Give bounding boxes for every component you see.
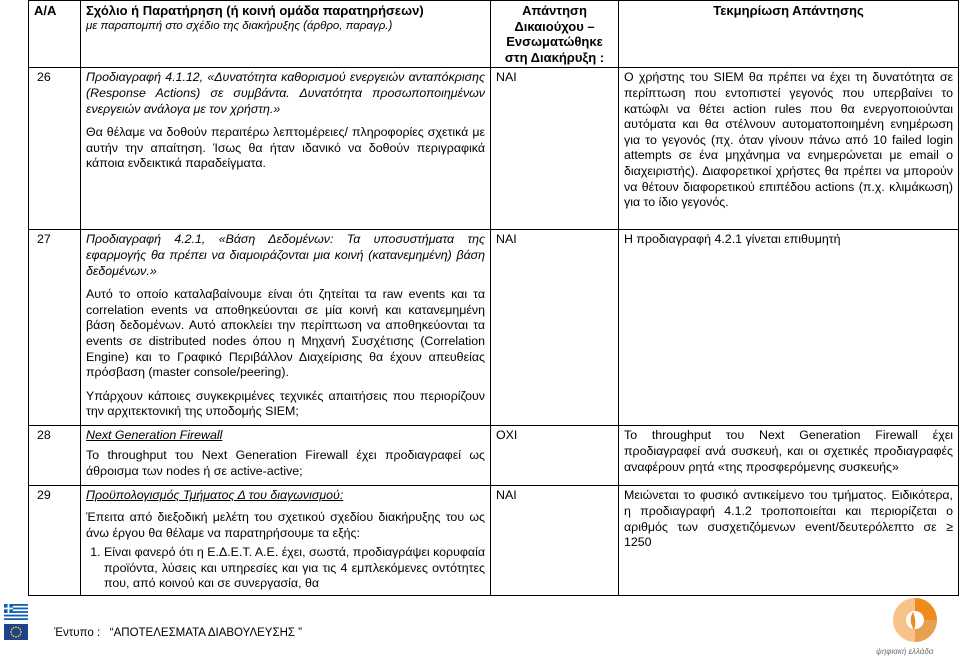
list-item: 1. Είναι φανερό ότι η Ε.Δ.Ε.Τ. Α.Ε. έχει, σωστά, προδιαγράψει κορυφαία προϊόντα, λύσεις και υπηρεσίες και για τις 4 εμπλεκόμενες οντότητες που, από κοινού και σε συνεργασία, θα (104, 545, 485, 592)
row-comment (81, 426, 491, 486)
greater-equal-icon: ≥ (946, 519, 953, 534)
row-answer: ΝΑΙ (491, 68, 619, 230)
row-justification: Η προδιαγραφή 4.2.1 γίνεται επιθυμητή (619, 230, 959, 426)
row-justification-text: Μειώνεται το φυσικό αντικείμενο του τμήματος. Ειδικότερα, η προδιαγραφή 4.1.2 τροποποιείται και περιορίζεται ο αριθμός των συσχετιζόμενων event/δευτερόλεπτο σε (624, 488, 953, 534)
greek-flag-icon (4, 604, 28, 620)
footer-label: Έντυπο : (54, 627, 101, 639)
header-comment-title: Σχόλιο ή Παρατήρηση (ή κοινή ομάδα παρατηρήσεων) (86, 3, 424, 18)
header-answer: Απάντηση Δικαιούχου – Ενσωματώθηκε στη Διακήρυξη : (491, 1, 619, 68)
row-justification (619, 486, 959, 596)
row-answer: ΟΧΙ (491, 426, 619, 486)
header-number: Α/Α (29, 1, 81, 68)
consultation-table (28, 0, 959, 596)
header-justification: Τεκμηρίωση Απάντησης (619, 1, 959, 68)
row-comment (81, 486, 491, 596)
footer (54, 627, 302, 639)
row-reference: Προδιαγραφή 4.2.1, «Βάση Δεδομένων: Τα υποσυστήματα της εφαρμογής θα πρέπει να διαμοιράζονται μια κοινή (κατανεμημένη) βάση δεδομένων.» (86, 232, 485, 278)
row-number: 29 (29, 486, 81, 596)
row-justification-value: 1250 (624, 535, 652, 550)
row-comment-text: Υπάρχουν κάποιες συγκεκριμένες τεχνικές απαιτήσεις που περιορίζουν την αρχιτεκτονική της υποδομής SIEM; (86, 388, 485, 419)
table-row (29, 230, 959, 426)
row-reference: Προϋπολογισμός Τμήματος Δ του διαγωνισμού: (86, 488, 344, 503)
eu-flag-icon (4, 624, 28, 640)
row-answer: ΝΑΙ (491, 486, 619, 596)
row-comment-text: Έπειτα από διεξοδική μελέτη του σχετικού σχεδίου διακήρυξης του ως άνω έργου θα θέλαμε να παρατηρήσουμε τα εξής: (86, 509, 485, 540)
table-row (29, 486, 959, 596)
row-justification: To throughput του Next Generation Firewall έχει προδιαγραφεί ανά συσκευή, και οι σχετικές προδιαγραφές αναφέρουν ρητά «της προσφερόμενης συσκευής» (619, 426, 959, 486)
header-comment (81, 1, 491, 68)
row-comment-list (86, 545, 485, 592)
header-comment-subtitle: με παραπομπή στο σχέδιο της διακήρυξης (άρθρο, παραγρ.) (86, 19, 393, 32)
row-justification: Ο χρήστης του SIEM θα πρέπει να έχει τη δυνατότητα σε περίπτωση που εντοπιστεί γεγονός που υπερβαίνει το κατώφλι να θέτει action rules που θα ενεργοποιούνται αυτόματα και θα στέλνουν αυτοματοποιημένη ενημέρωση για το γεγονός (πχ. όταν γίνουν πάνω από 10 failed login attempts σε ένα μηχάνημα να ενημερώνεται με email ο διαχειριστής). Διαφορετικοί χρήστες θα πρέπει να μπορούν να θέτουν διαφορετικού επιπέδου actions (π.χ. κλιμάκωση) για το ίδιο γεγονός. (619, 68, 959, 230)
row-comment-text: To throughput του Next Generation Firewall έχει προδιαγραφεί ως άθροισμα των nodes ή σε active-active; (86, 447, 485, 478)
row-reference: Προδιαγραφή 4.1.12, «Δυνατότητα καθορισμού ενεργειών ανταπόκρισης (Response Actions) σε συμβάντα. Δυνατότητα προσωποποιημένων ενεργειών ανάλογα με τον χρήστη.» (86, 70, 485, 116)
row-number: 26 (29, 68, 81, 230)
row-reference: Next Generation Firewall (86, 428, 223, 443)
row-comment (81, 68, 491, 230)
row-answer: ΝΑΙ (491, 230, 619, 426)
row-comment-text: Αυτό το οποίο καταλαβαίνουμε είναι ότι ζητείται τα raw events και τα correlation events να αποθηκεύονται σε μία κοινή και κατανεμημένη βάση δεδομένων. Αυτό αποκλείει την περίπτωση να αποθηκεύονται τα events σε distributed nodes όπου η Μηχανή Συσχέτισης (Correlation Engine) και το Γραφικό Περιβάλλον Διαχείρισης θα έχουν απευθείας πρόσβαση (master console/peering). (86, 287, 485, 380)
table-row (29, 426, 959, 486)
table-row (29, 68, 959, 230)
row-number: 27 (29, 230, 81, 426)
row-number: 28 (29, 426, 81, 486)
row-comment-text: Θα θέλαμε να δοθούν περαιτέρω λεπτομέρειες/ πληροφορίες σχετικά με αυτήν την απαίτηση. Ίσως θα ήταν ιδανικό να δοθούν περιγραφικά κάποια ενδεικτικά παραδείγματα. (86, 125, 485, 171)
row-comment (81, 230, 491, 426)
header-row (29, 1, 959, 68)
logo-text: ψηφιακή ελλάδα (876, 647, 934, 656)
footer-value: “ΑΠΟΤΕΛΕΣΜΑΤΑ ΔΙΑΒΟΥΛΕΥΣΗΣ ” (109, 627, 303, 639)
